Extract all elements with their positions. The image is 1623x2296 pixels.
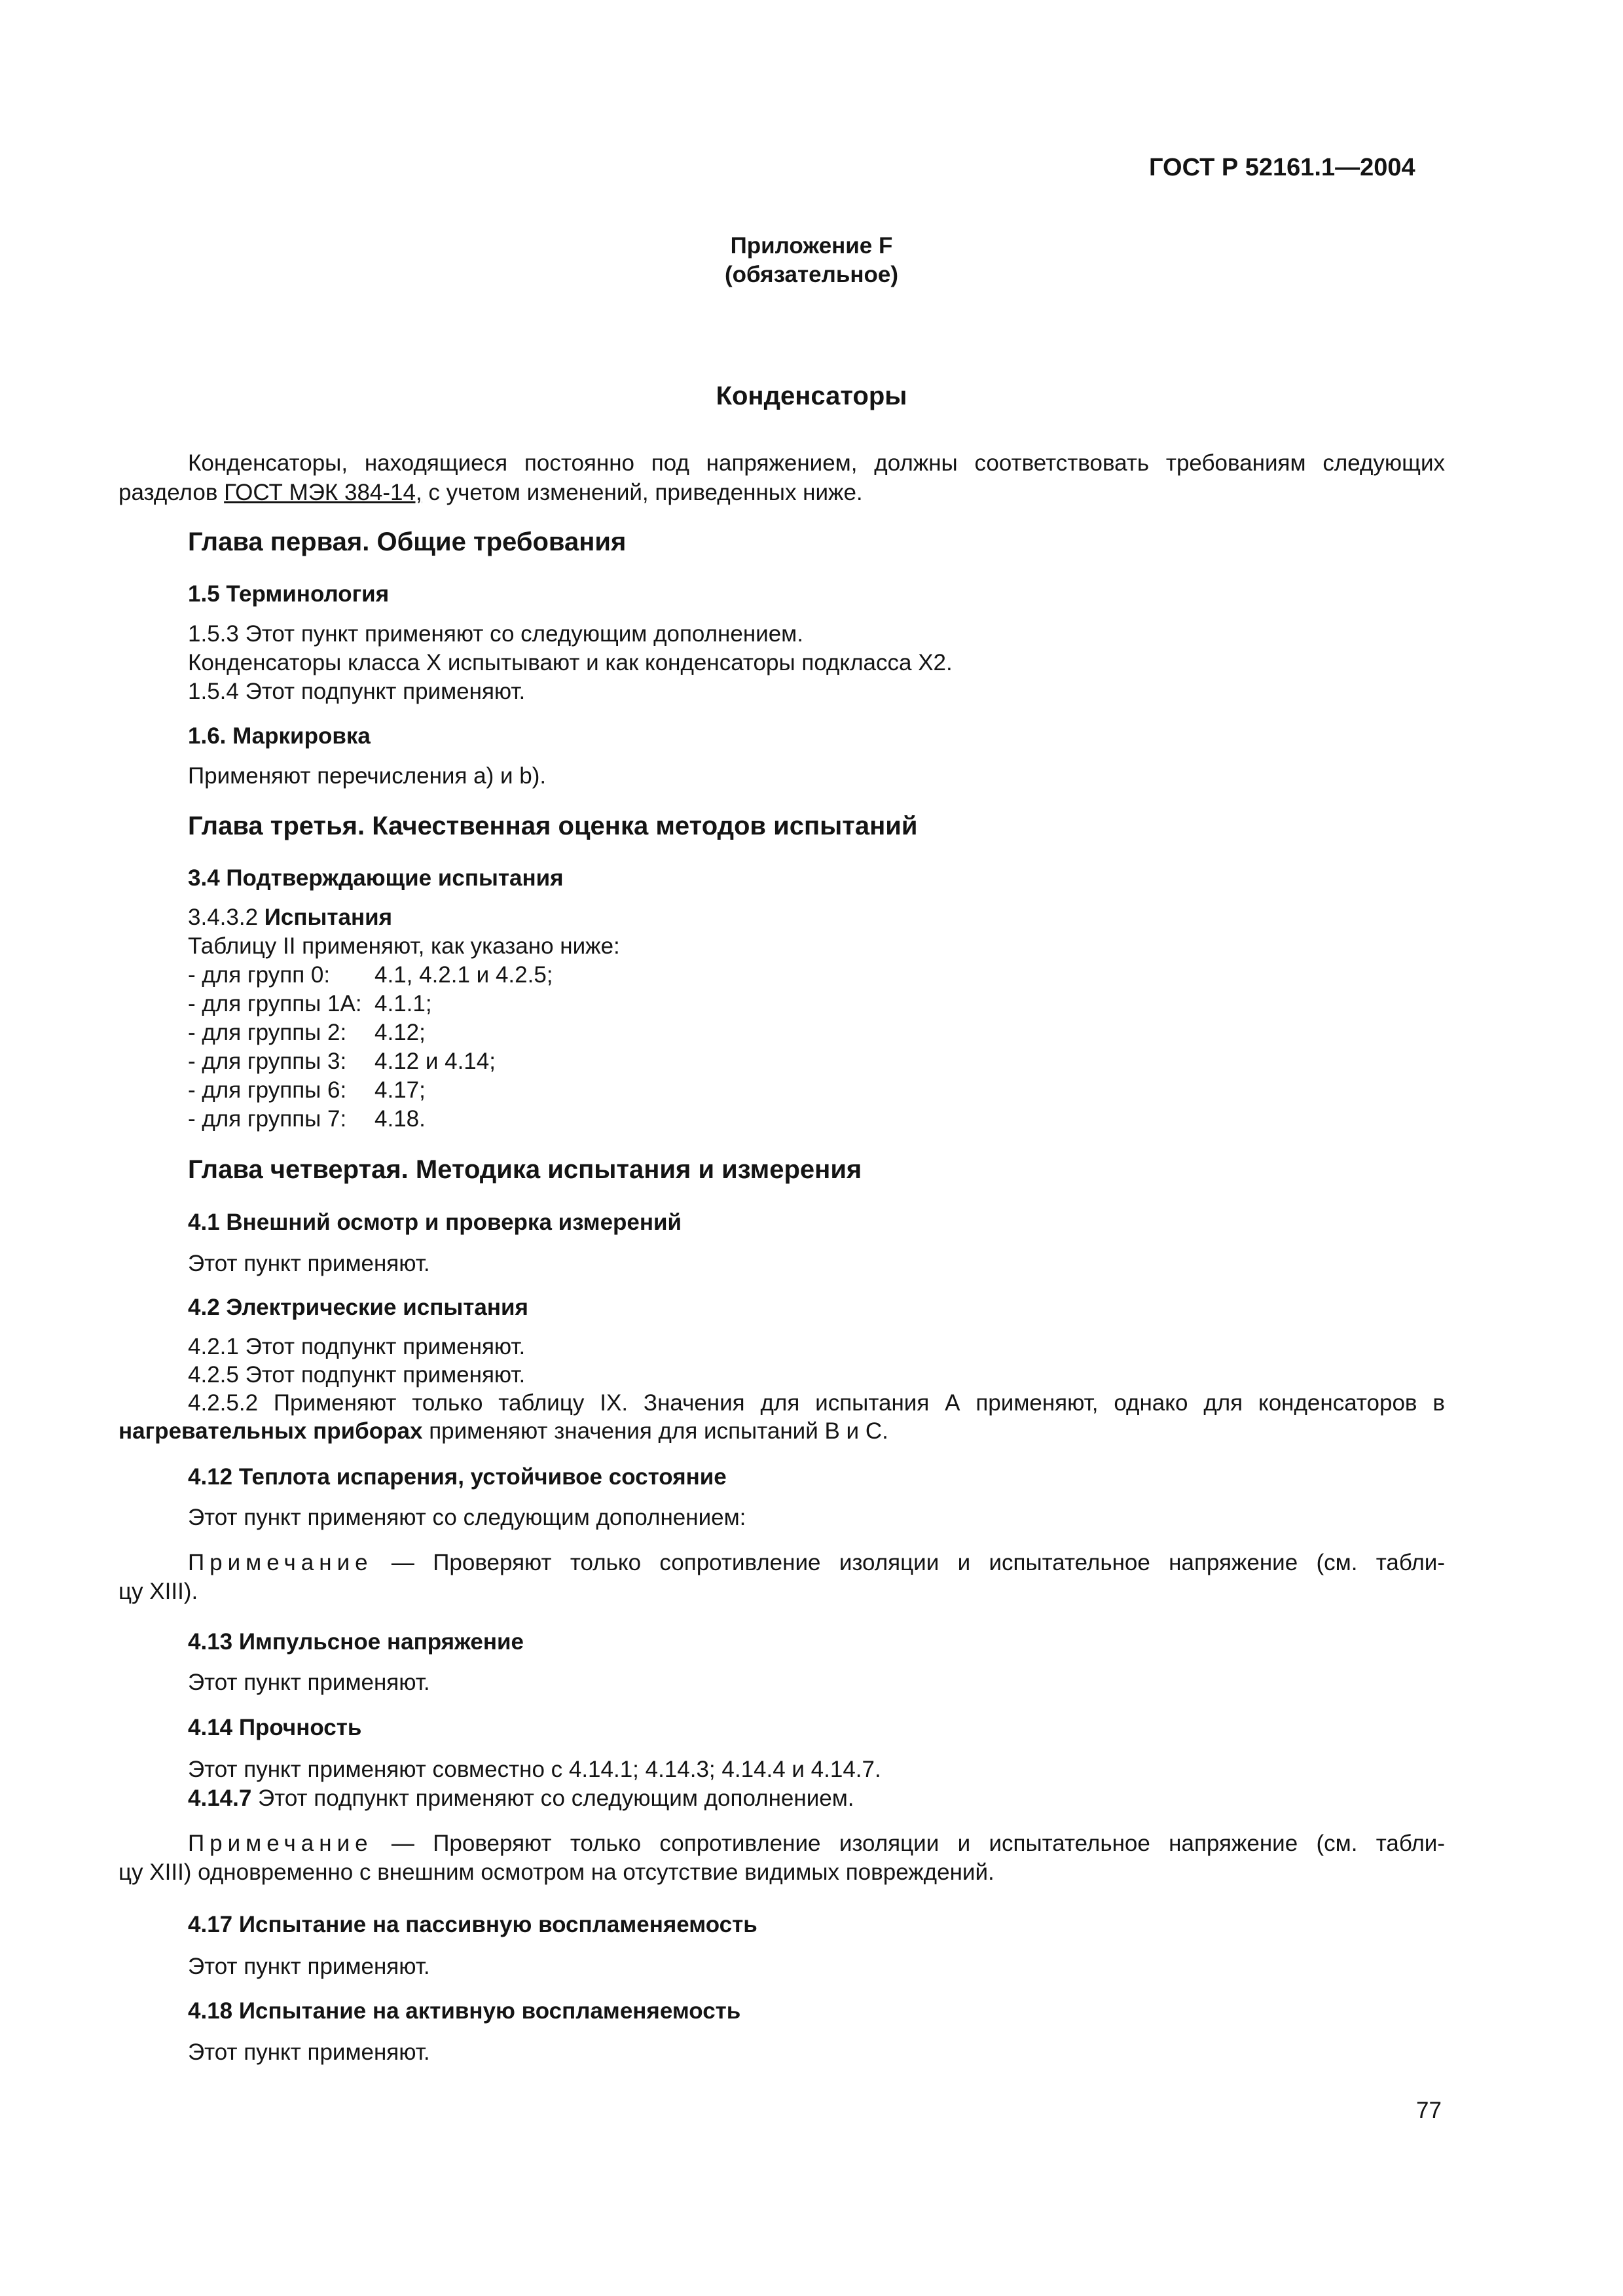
note-label: Примечание	[188, 1831, 373, 1856]
section-4-2-heading: 4.2 Электрические испытания	[188, 1295, 528, 1320]
section-1-6-heading: 1.6. Маркировка	[188, 723, 371, 749]
section-1-5-heading: 1.5 Терминология	[188, 581, 390, 607]
group-value: 4.12;	[374, 1020, 426, 1045]
note-label: Примечание	[188, 1550, 373, 1575]
section-1-6-line-1: Применяют перечисления а) и b).	[188, 763, 547, 789]
group-row	[188, 990, 432, 1018]
group-label: - для группы 1А:	[188, 991, 362, 1016]
group-value: 4.1, 4.2.1 и 4.2.5;	[374, 962, 553, 988]
note-text: — Проверяют только сопротивление изоляции и испытательное напряжение (см. табли-	[373, 1550, 1445, 1575]
group-row	[188, 961, 553, 990]
group-label: - для группы 2:	[188, 1020, 347, 1045]
document-code: ГОСТ Р 52161.1—2004	[1149, 154, 1415, 181]
group-row	[188, 1105, 426, 1134]
subsection-number: 3.4.3.2	[188, 905, 264, 930]
section-1-5-line-2: Конденсаторы класса Х испытывают и как конденсаторы подкласса Х2.	[188, 650, 953, 675]
group-value: 4.12 и 4.14;	[374, 1049, 496, 1074]
chapter-4-heading: Глава четвертая. Методика испытания и измерения	[188, 1155, 862, 1184]
section-4-18-line-1: Этот пункт применяют.	[188, 2039, 430, 2065]
group-label: - для группы 3:	[188, 1049, 347, 1074]
section-3-4-heading: 3.4 Подтверждающие испытания	[188, 865, 564, 891]
section-4-17-line-1: Этот пункт применяют.	[188, 1954, 430, 1979]
section-4-2-line-2: 4.2.5 Этот подпункт применяют.	[188, 1362, 526, 1388]
intro-prefix: разделов	[119, 480, 225, 505]
group-label: - для группы 7:	[188, 1106, 347, 1132]
group-row	[188, 1018, 426, 1047]
section-4-12-line-1: Этот пункт применяют со следующим дополнением:	[188, 1505, 746, 1530]
note-text: — Проверяют только сопротивление изоляции и испытательное напряжение (см. табли-	[373, 1831, 1445, 1856]
section-4-14-line-1: Этот пункт применяют совместно с 4.14.1; 4.14.3; 4.14.4 и 4.14.7.	[188, 1757, 881, 1782]
section-4-13-line-1: Этот пункт применяют.	[188, 1670, 430, 1695]
chapter-1-heading: Глава первая. Общие требования	[188, 528, 627, 556]
section-4-14-note-line-1	[188, 1829, 1445, 1858]
section-4-2-line-1: 4.2.1 Этот подпункт применяют.	[188, 1334, 526, 1359]
section-4-14-line-2	[188, 1784, 854, 1813]
group-value: 4.1.1;	[374, 991, 432, 1016]
clause-4-14-7-number: 4.14.7	[188, 1785, 252, 1811]
main-title: Конденсаторы	[716, 382, 907, 410]
group-row	[188, 1076, 426, 1105]
subsection-3-4-3-2	[188, 903, 392, 932]
section-1-5-line-3: 1.5.4 Этот подпункт применяют.	[188, 679, 526, 704]
section-4-2-line-4-rest: применяют значения для испытаний В и С.	[422, 1418, 888, 1444]
table-usage-intro: Таблицу II применяют, как указано ниже:	[188, 933, 620, 959]
section-4-12-note-line-1	[188, 1549, 1445, 1577]
intro-line-2	[119, 478, 863, 507]
page-number: 77	[1416, 2098, 1442, 2123]
group-value: 4.17;	[374, 1077, 426, 1103]
group-value: 4.18.	[374, 1106, 426, 1132]
section-4-1-line-1: Этот пункт применяют.	[188, 1251, 430, 1276]
section-4-12-heading: 4.12 Теплота испарения, устойчивое состояние	[188, 1464, 727, 1490]
heating-appliances-term: нагревательных приборах	[119, 1418, 423, 1444]
section-1-5-line-1: 1.5.3 Этот пункт применяют со следующим дополнением.	[188, 621, 803, 647]
intro-line-1: Конденсаторы, находящиеся постоянно под напряжением, должны соответствовать требованиям следующих	[188, 450, 1445, 476]
standard-reference-link[interactable]: ГОСТ МЭК 384-14,	[224, 480, 422, 505]
section-4-2-line-3: 4.2.5.2 Применяют только таблицу IX. Значения для испытания А применяют, однако для конденсаторов в	[188, 1390, 1445, 1416]
section-4-13-heading: 4.13 Импульсное напряжение	[188, 1629, 524, 1655]
group-label: - для групп 0:	[188, 962, 331, 988]
chapter-3-heading: Глава третья. Качественная оценка методов испытаний	[188, 812, 918, 840]
section-4-14-note-line-2: цу XIII) одновременно с внешним осмотром на отсутствие видимых повреждений.	[119, 1859, 994, 1885]
section-4-18-heading: 4.18 Испытание на активную воспламеняемость	[188, 1998, 741, 2024]
section-4-1-heading: 4.1 Внешний осмотр и проверка измерений	[188, 1210, 682, 1235]
section-4-14-heading: 4.14 Прочность	[188, 1715, 362, 1740]
section-4-2-line-4	[119, 1417, 888, 1446]
clause-4-14-7-text: Этот подпункт применяют со следующим дополнением.	[251, 1785, 854, 1811]
intro-suffix: с учетом изменений, приведенных ниже.	[422, 480, 863, 505]
annex-title: Приложение F	[730, 233, 893, 259]
group-label: - для группы 6:	[188, 1077, 347, 1103]
section-4-17-heading: 4.17 Испытание на пассивную воспламеняемость	[188, 1912, 757, 1937]
annex-status: (обязательное)	[724, 262, 898, 287]
subsection-title: Испытания	[264, 905, 393, 930]
section-4-12-note-line-2: цу XIII).	[119, 1579, 198, 1604]
group-row	[188, 1047, 496, 1076]
